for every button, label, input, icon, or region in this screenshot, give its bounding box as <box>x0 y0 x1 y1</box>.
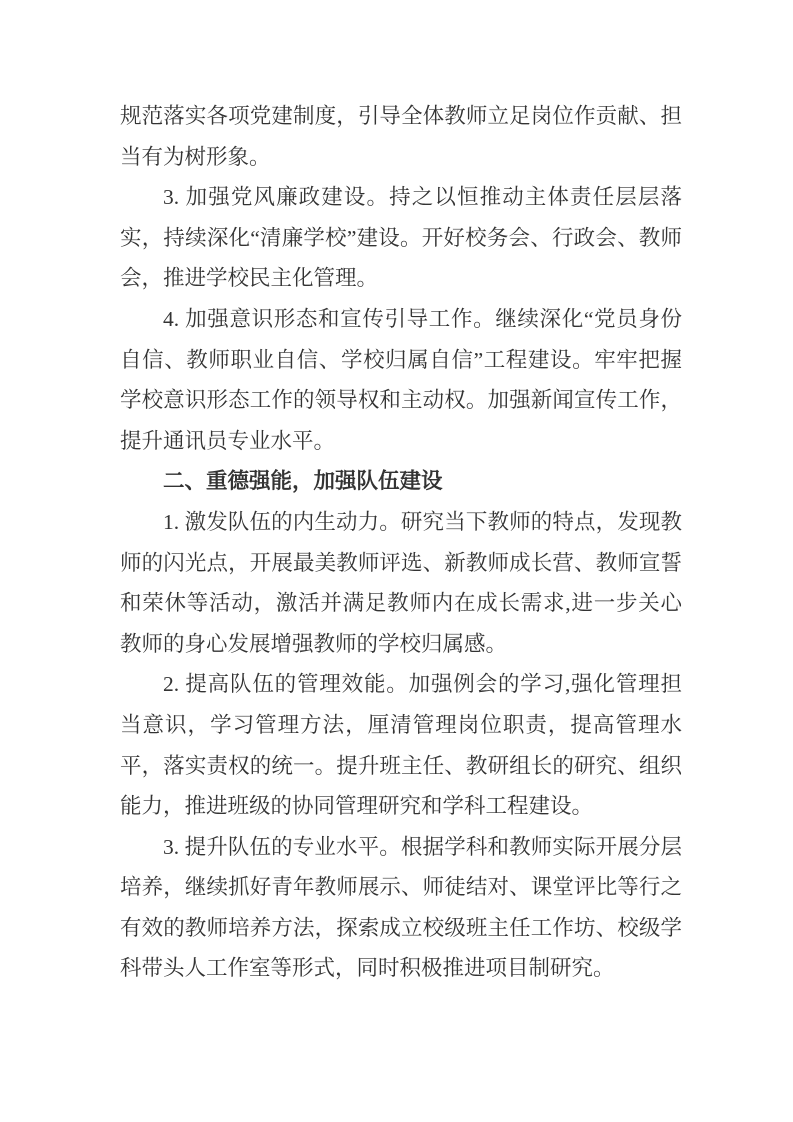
paragraph-item-1-intrinsic-motivation: 1. 激发队伍的内生动力。研究当下教师的特点，发现教师的闪光点，开展最美教师评选、新教师成长营、教师宣誓和荣休等活动，激活并满足教师内在成长需求,进一步关心教师的身心发展增强教师的学校归属感。 <box>120 509 682 656</box>
paragraph-continuation: 规范落实各项党建制度，引导全体教师立足岗位作贡献、担当有为树形象。 <box>120 104 682 169</box>
paragraph-item-4-ideology-publicity: 4. 加强意识形态和宣传引导工作。继续深化“党员身份自信、教师职业自信、学校归属自信”工程建设。牢牢把握学校意识形态工作的领导权和主动权。加强新闻宣传工作，提升通讯员专业水平。 <box>120 306 682 453</box>
paragraph-item-3-party-conduct: 3. 加强党风廉政建设。持之以恒推动主体责任层层落实，持续深化“清廉学校”建设。开好校务会、行政会、教师会，推进学校民主化管理。 <box>120 185 682 291</box>
paragraph-item-2-management-efficiency: 2. 提高队伍的管理效能。加强例会的学习,强化管理担当意识，学习管理方法，厘清管理岗位职责，提高管理水平，落实责权的统一。提升班主任、教研组长的研究、组织能力，推进班级的协同管理研究和学科工程建设。 <box>120 672 682 819</box>
section-heading-2-team-building: 二、重德强能，加强队伍建设 <box>163 469 443 494</box>
paragraph-item-3-professional-level: 3. 提升队伍的专业水平。根据学科和教师实际开展分层培养，继续抓好青年教师展示、师徒结对、课堂评比等行之有效的教师培养方法，探索成立校级班主任工作坊、校级学科带头人工作室等形式，同时积极推进项目制研究。 <box>120 834 682 981</box>
